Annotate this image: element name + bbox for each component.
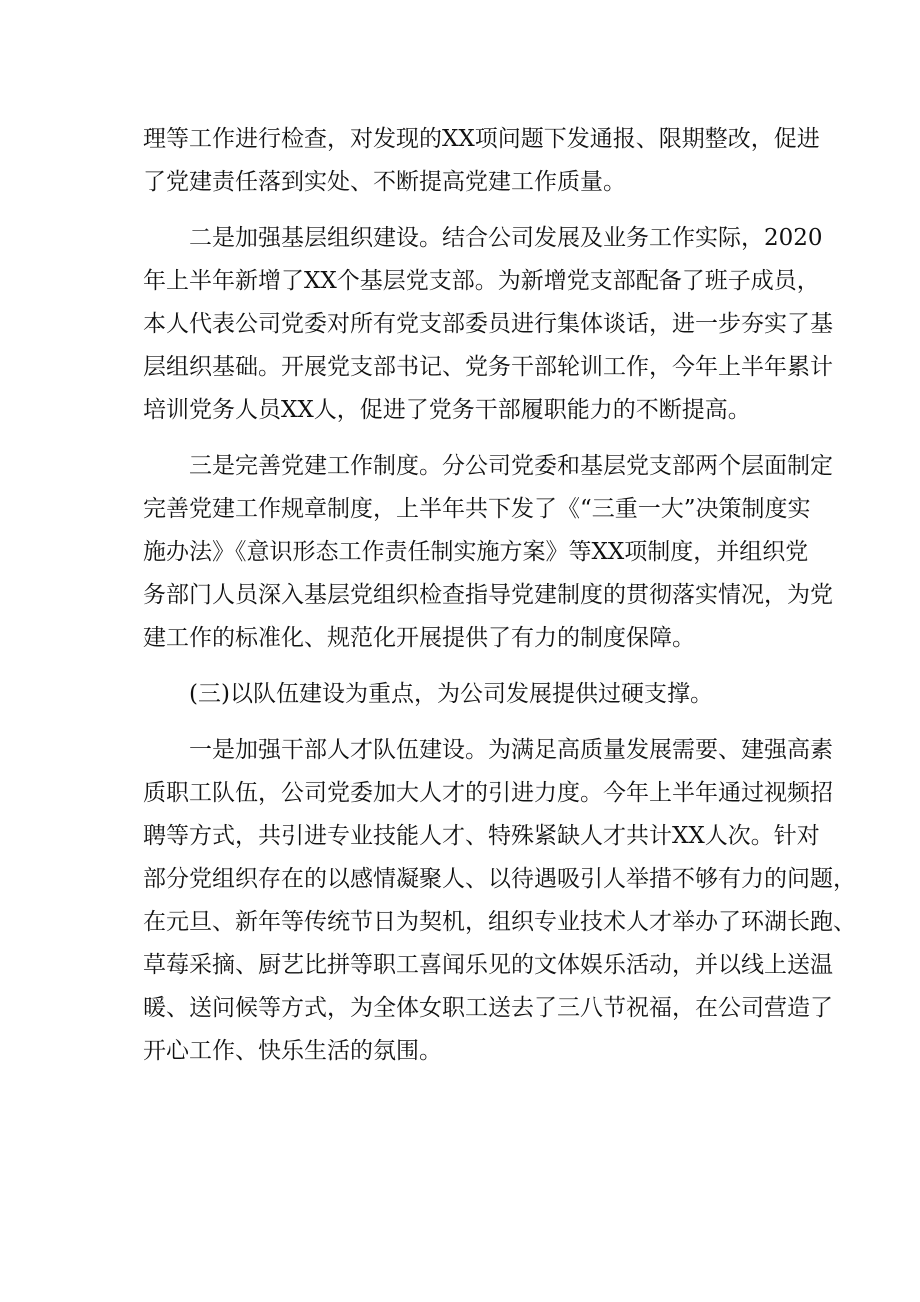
text-line: 一是加强干部人才队伍建设。为满足高质量发展需要、建强高素 bbox=[189, 737, 833, 763]
text-line: 层组织基础。开展党支部书记、党务干部轮训工作，今年上半年累计 bbox=[143, 354, 833, 380]
paragraph-inspection-continued bbox=[143, 118, 820, 204]
text-line: 完善党建工作规章制度，上半年共下发了《“三重一大”决策制度实 bbox=[143, 496, 811, 522]
section-heading-team-building bbox=[143, 673, 783, 716]
text-line: 本人代表公司党委对所有党支部委员进行集体谈话，进一步夯实了基 bbox=[143, 311, 833, 337]
text-line: 务部门人员深入基层党组织检查指导党建制度的贯彻落实情况，为党 bbox=[143, 582, 833, 608]
document-body bbox=[143, 118, 856, 1073]
paragraph-grassroots-organization bbox=[143, 217, 833, 432]
text-line: 建工作的标准化、规范化开展提供了有力的制度保障。 bbox=[143, 625, 695, 651]
text-line: 三是完善党建工作制度。分公司党委和基层党支部两个层面制定 bbox=[189, 453, 833, 479]
paragraph-talent-team bbox=[143, 729, 856, 1073]
text-line: (三)以队伍建设为重点，为公司发展提供过硬支撑。 bbox=[189, 681, 713, 707]
text-line: 暖、送问候等方式，为全体女职工送去了三八节祝福，在公司营造了 bbox=[143, 995, 833, 1021]
text-line: 开心工作、快乐生活的氛围。 bbox=[143, 1038, 442, 1064]
text-line: 部分党组织存在的以感情凝聚人、以待遇吸引人举措不够有力的问题， bbox=[143, 866, 856, 892]
text-line: 草莓采摘、厨艺比拼等职工喜闻乐见的文体娱乐活动，并以线上送温 bbox=[143, 952, 833, 978]
paragraph-party-building-system bbox=[143, 445, 833, 660]
text-line: 施办法》《意识形态工作责任制实施方案》等XX项制度，并组织党 bbox=[143, 539, 809, 565]
text-line: 二是加强基层组织建设。结合公司发展及业务工作实际，2020 bbox=[189, 225, 823, 251]
text-line: 了党建责任落到实处、不断提高党建工作质量。 bbox=[143, 169, 626, 195]
text-line: 聘等方式，共引进专业技能人才、特殊紧缺人才共计XX人次。针对 bbox=[143, 823, 820, 849]
text-line: 培训党务人员XX人，促进了党务干部履职能力的不断提高。 bbox=[143, 397, 751, 423]
text-line: 理等工作进行检查，对发现的XX项问题下发通报、限期整改，促进 bbox=[143, 126, 820, 152]
text-line: 年上半年新增了XX个基层党支部。为新增党支部配备了班子成员， bbox=[143, 268, 820, 294]
text-line: 在元旦、新年等传统节日为契机，组织专业技术人才举办了环湖长跑、 bbox=[143, 909, 856, 935]
text-line: 质职工队伍，公司党委加大人才的引进力度。今年上半年通过视频招 bbox=[143, 780, 833, 806]
